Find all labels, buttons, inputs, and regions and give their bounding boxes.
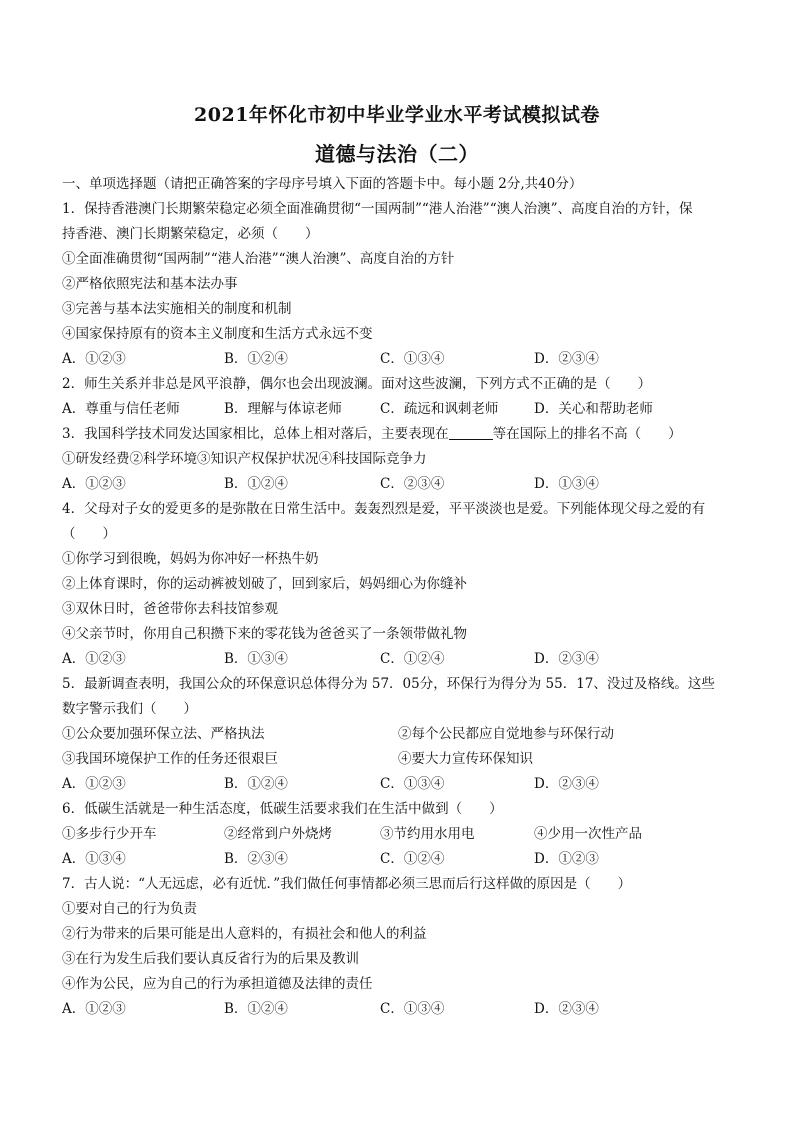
statement-item: ③在行为发生后我们要认真反省行为的后果及教训 [62, 951, 359, 967]
exam-content [62, 172, 742, 1022]
question-stem-cont: 数字警示我们（ ） [62, 701, 197, 717]
option-c: C．①②④ [380, 851, 445, 867]
statement-item: ③双休日时，爸爸带你去科技馆参观 [62, 601, 278, 617]
option-a: A．①②③ [62, 476, 126, 492]
option-a: A．①②③ [62, 651, 126, 667]
question-7 [62, 872, 742, 1022]
question-stem: 5．最新调查表明，我国公众的环保意识总体得分为 57．05分，环保行为得分为 55．17、没过及格线。这些 [62, 676, 715, 692]
statement-item: ④要大力宣传环保知识 [398, 751, 533, 767]
statement-item: ②经常到户外烧烤 [224, 826, 332, 842]
answer-options [62, 647, 742, 672]
statement-item: ②上体育课时，你的运动裤被划破了，回到家后，妈妈细心为你缝补 [62, 576, 467, 592]
answer-options [62, 472, 742, 497]
statement-pair [62, 747, 742, 772]
option-c: C．疏远和讽刺老师 [380, 401, 499, 417]
option-c: C．①③④ [380, 351, 445, 367]
question-stem-cont: 持香港、澳门长期繁荣稳定，必须（ ） [62, 226, 319, 242]
option-d: D．②③④ [534, 351, 599, 367]
question-3 [62, 422, 742, 497]
option-a: A．①③④ [62, 851, 126, 867]
option-d: D．①②③ [534, 851, 599, 867]
statement-item: ③完善与基本法实施相关的制度和机制 [62, 301, 292, 317]
question-stem-cont: （ ） [62, 526, 116, 542]
statement-item: ②严格依照宪法和基本法办事 [62, 276, 238, 292]
question-stem [62, 422, 742, 447]
question-6 [62, 797, 742, 872]
statement-item: ②行为带来的后果可能是出人意料的，有损社会和他人的利益 [62, 926, 427, 942]
statement-item: ④国家保持原有的资本主义制度和生活方式永远不变 [62, 326, 373, 342]
fill-blank [449, 425, 493, 440]
exam-title: 2021年怀化市初中毕业学业水平考试模拟试卷 [194, 104, 600, 126]
statement-item: ④父亲节时，你用自己积攒下来的零花钱为爸爸买了一条领带做礼物 [62, 626, 467, 642]
statement-item: ③节约用水用电 [380, 826, 475, 842]
section-heading: 一、单项选择题（请把正确答案的字母序号填入下面的答题卡中。每小题 2分,共40分） [62, 176, 583, 192]
statement-item: ②每个公民都应自觉地参与环保行动 [398, 726, 614, 742]
option-d: D．②③④ [534, 651, 599, 667]
option-a: A．①②③ [62, 1001, 126, 1017]
option-b: B．①②④ [224, 776, 288, 792]
option-b: B．②③④ [224, 851, 288, 867]
statement-pair [62, 722, 742, 747]
option-a: A．①②③ [62, 351, 126, 367]
question-stem: 2．师生关系并非总是风平浪静，偶尔也会出现波澜。面对这些波澜，下列方式不正确的是（ ） [62, 376, 652, 392]
answer-options [62, 397, 742, 422]
option-a: A．尊重与信任老师 [62, 401, 180, 417]
question-stem: 1．保持香港澳门长期繁荣稳定必须全面准确贯彻“一国两制”“港人治港”“澳人治澳”、高度自治的方针，保 [62, 201, 693, 217]
answer-options [62, 997, 742, 1022]
option-c: C．①③④ [380, 776, 445, 792]
option-c: C．①③④ [380, 1001, 445, 1017]
statement-item: ③我国环境保护工作的任务还很艰巨 [62, 751, 278, 767]
question-5 [62, 672, 742, 797]
option-b: B．①③④ [224, 651, 288, 667]
option-d: D．②③④ [534, 1001, 599, 1017]
statement-items-inline: ①研发经费②科学环境③知识产权保护状况④科技国际竞争力 [62, 451, 427, 467]
question-stem-part-a: 3．我国科学技术同发达国家相比，总体上相对落后，主要表现在 [62, 426, 449, 442]
statement-item: ④作为公民，应为自己的行为承担道德及法律的责任 [62, 976, 373, 992]
statement-item: ①多步行少开车 [62, 826, 157, 842]
statement-item: ①全面准确贯彻“国两制”“港人治港”“澳人治澳”、高度自治的方针 [62, 251, 455, 267]
statement-item: ①要对自己的行为负责 [62, 901, 197, 917]
question-stem: 4．父母对子女的爱更多的是弥散在日常生活中。轰轰烈烈是爱，平平淡淡也是爱。下列能体现父母之爱的有 [62, 501, 706, 517]
question-stem: 7．古人说：“人无远虑，必有近忧．”我们做任何事情都必须三思而后行这样做的原因是（ ） [62, 876, 632, 892]
statement-item: ①你学习到很晚，妈妈为你冲好一杯热牛奶 [62, 551, 319, 567]
option-c: C．②③④ [380, 476, 445, 492]
question-1 [62, 197, 742, 372]
option-b: B．理解与体谅老师 [224, 401, 342, 417]
option-d: D．关心和帮助老师 [534, 401, 653, 417]
answer-options [62, 772, 742, 797]
statement-item: ④少用一次性产品 [534, 826, 642, 842]
option-b: B．①②④ [224, 351, 288, 367]
statement-item: ①公众要加强环保立法、严格执法 [62, 726, 265, 742]
question-2 [62, 372, 742, 422]
option-c: C．①②④ [380, 651, 445, 667]
answer-options [62, 347, 742, 372]
option-b: B．①②④ [224, 476, 288, 492]
answer-options [62, 847, 742, 872]
exam-subject-title: 道德与法治（二） [315, 142, 479, 166]
option-b: B．①②④ [224, 1001, 288, 1017]
statement-row [62, 822, 742, 847]
question-stem-part-b: 等在国际上的排名不高（ ） [492, 426, 682, 442]
question-stem: 6．低碳生活就是一种生活态度，低碳生活要求我们在生活中做到（ ） [62, 801, 503, 817]
option-d: D．①③④ [534, 476, 599, 492]
option-d: D．②③④ [534, 776, 599, 792]
question-4 [62, 497, 742, 672]
option-a: A．①②③ [62, 776, 126, 792]
